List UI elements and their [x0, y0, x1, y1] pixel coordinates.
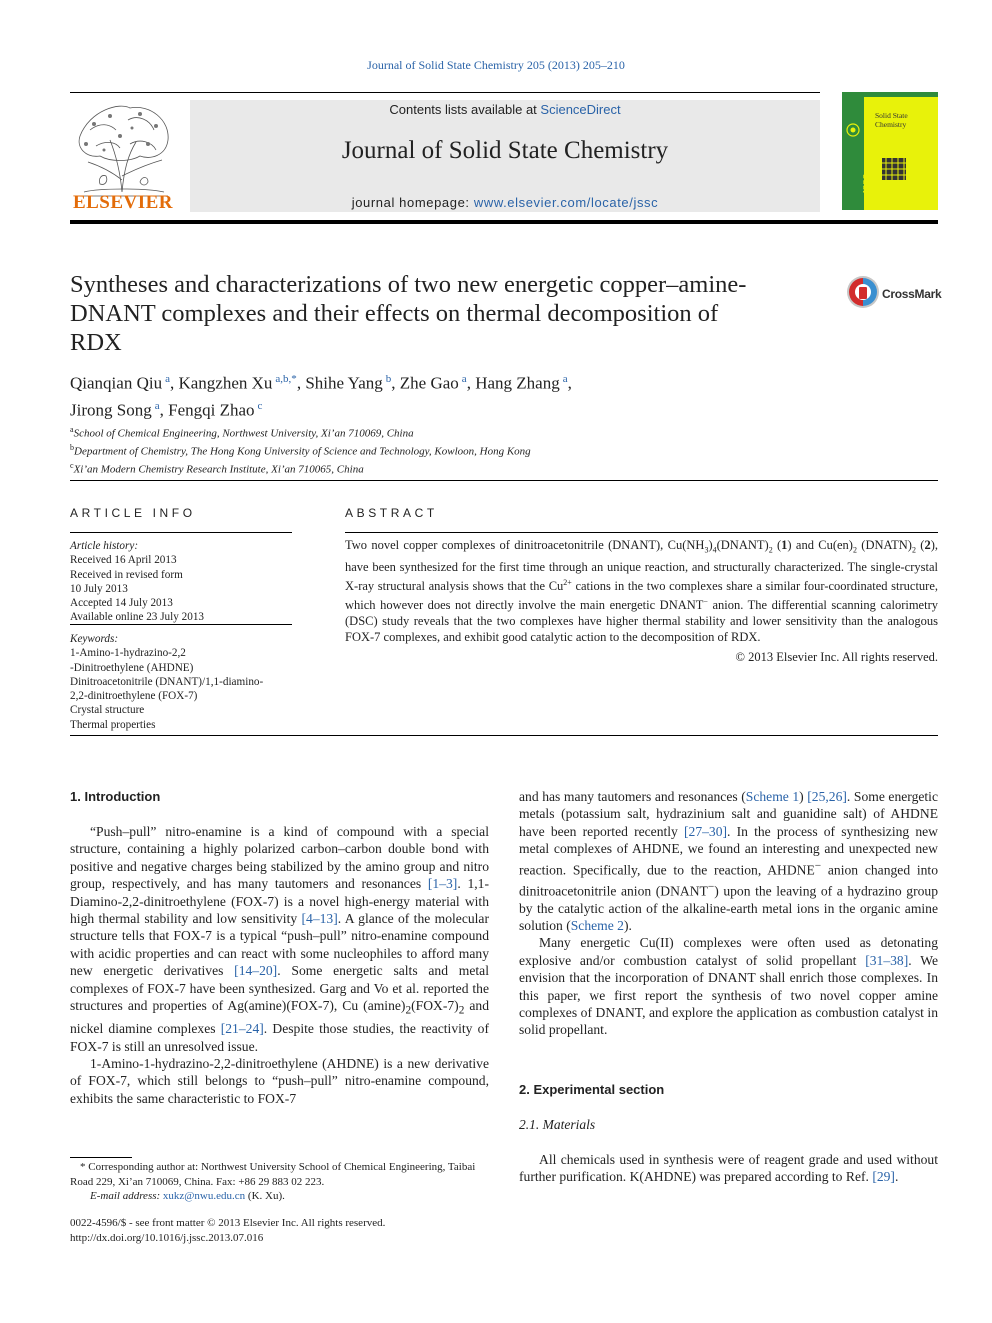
intro-paragraph-4: Many energetic Cu(II) complexes were often used as detonating explosive and/or combustion catalyst of solid propellant [31–38]. We envision that the incorporation of DNANT shall enrich those complexes. In this paper, we first report the synthesis of two novel copper amine complexes of DNANT, and explore the application as combustion catalyst in solid propellant.	[519, 935, 938, 1038]
author-affiliation-mark[interactable]: b	[385, 373, 392, 385]
elsevier-wordmark[interactable]: ELSEVIER	[72, 192, 174, 213]
info-rule-1	[70, 532, 292, 533]
email-label: E-mail address:	[90, 1190, 163, 1202]
affiliation-item: $^c$Xi’an Modern Chemistry Research Institute, Xi’an 710065, China	[70, 460, 364, 476]
author-name[interactable]: Shihe Yang	[305, 373, 383, 393]
history-item: 10 July 2013	[70, 582, 128, 595]
author-name[interactable]: Zhe Gao	[399, 373, 459, 393]
ref-link[interactable]: [25,26]	[807, 789, 847, 804]
intro-heading: 1. Introduction	[70, 789, 161, 804]
intro-paragraph-2: 1-Amino-1-hydrazino-2,2-dinitroethylene (AHDNE) is a new derivative of FOX-7, which still belongs to “push–pull” nitro-enamine compound, exhibits the same characteristic to FOX-7	[70, 1056, 489, 1106]
keywords	[70, 632, 292, 732]
keyword-item: Dinitroacetonitrile (DNANT)/1,1-diamino-	[70, 675, 264, 688]
scheme-1-link[interactable]: Scheme 1	[745, 789, 800, 804]
keyword-item: Thermal properties	[70, 718, 156, 731]
abstract-text: Two novel copper complexes of dinitroacetonitrile (DNANT), $Cu(NH_3)_4(DNANT)_2$ (1) and $Cu(en)_2$ $(DNATN)_2$ (2), have been synthesized for the first time through an unique reaction, and structurally characterized. The single-crystal X-ray structural analysis shows that the $Cu^{2+}$ cations in the two complexes share a similar four-coordinated structure, which however does not directly involve the main energetic DNANT− anion. The differential scanning calorimetry (DSC) study reveals that the two complexes have higher thermal stability and lower sensitivity than the analogous FOX-7 complexes, and exhibit good catalytic action to the decomposition of RDX.	[345, 538, 939, 645]
ref-link[interactable]: [21–24]	[220, 1021, 264, 1037]
info-rule-2	[70, 624, 292, 625]
ref-link[interactable]: [31–38]	[865, 952, 909, 968]
ref-link[interactable]: [4–13]	[301, 911, 338, 927]
intro-body	[70, 823, 489, 1107]
author-affiliation-mark[interactable]: a,b,*	[275, 373, 297, 385]
right-column-body	[519, 788, 938, 1039]
rule-above-info	[70, 480, 938, 481]
author-name[interactable]: Kangzhen Xu	[178, 373, 273, 393]
journal-citation[interactable]: Journal of Solid State Chemistry 205 (2013) 205–210	[367, 58, 625, 72]
author-line-1: Qianqian Qiu $^a$, Kangzhen Xu $^{a,b,*}$, Shihe Yang $^b$, Zhe Gao $^a$, Hang Zhang $^a$,	[70, 373, 572, 393]
header-rule-top	[70, 92, 820, 93]
front-matter	[70, 1216, 489, 1245]
ref-link[interactable]: [27–30]	[684, 823, 728, 839]
abstract-heading: ABSTRACT	[345, 506, 438, 520]
journal-homepage-line	[190, 195, 820, 210]
footnote: * Corresponding author at: Northwest University School of Chemical Engineering, Taibai Road 229, Xi’an 710069, China. Fax: +86 29 883 02 223. E-mail address: xukz@nwu.edu.cn (K. Xu).	[70, 1160, 489, 1204]
ref-link[interactable]: [14–20]	[234, 963, 278, 979]
crossmark-label[interactable]: CrossMark	[882, 287, 942, 301]
author-name[interactable]: Jirong Song	[70, 400, 152, 420]
affiliation-item: $^b$Department of Chemistry, The Hong Kong University of Science and Technology, Kowloon, Hong Kong	[70, 442, 531, 458]
author-affiliation-mark[interactable]: a	[154, 399, 160, 412]
experimental-heading: 2. Experimental section	[519, 1082, 665, 1097]
intro-paragraph-1: “Push–pull” nitro-enamine is a kind of compound with a special structure, containing a highly polarized carbon–carbon double bond with positive and negative charges being stabilized by the amino group and nitro group, respectively, and has many tautomers and resonances [1–3]. 1,1-Diamino-2,2-dinitroethylene (FOX-7) is a novel high-energy material with high thermal stability and low sensitivity [4–13]. A glance of the molecular structure tells that FOX-7 is a typical “push–pull” nitro-enamine compound with acidic properties and can react with some nucleophiles to afford many new energetic derivatives [14–20]. Some energetic salts and metal complexes of FOX-7 have been synthesized. Garg and Vo et al. reported the structures and properties of Ag(amine)(FOX-7), Cu $(amine)_2(FOX-7)_2$ and nickel diamine complexes [21–24]. Despite those studies, the reactivity of FOX-7 is still an unresolved issue.	[70, 824, 489, 1054]
email-link[interactable]: xukz@nwu.edu.cn	[162, 1190, 246, 1202]
author-name[interactable]: Hang Zhang	[475, 373, 560, 393]
author-affiliation-mark[interactable]: a	[165, 373, 170, 385]
history-item: Accepted 14 July 2013	[70, 597, 173, 610]
journal-title: Journal of Solid State Chemistry	[341, 137, 669, 164]
author-name[interactable]: Qianqian Qiu	[70, 373, 163, 393]
intro-paragraph-3: and has many tautomers and resonances (Scheme 1) [25,26]. Some energetic metals (potassium salt, hydrazinium salt and guanidine salt) of AHDNE have been reported recently [27–30]. In the process of synthesizing new metal complexes of AHDNE, we found an interesting and unexpected new reaction. Specifically, due to the reaction, AHDNE− anion changed into dinitroacetonitrile anion (DNANT−) upon the leaving of a hydrazino group by the catalytic action of the alkaline-earth metal ions in the organic amine solution (Scheme 2).	[519, 789, 938, 933]
contents-line	[190, 102, 820, 117]
keyword-item: 1-Amino-1-hydrazino-2,2	[70, 647, 186, 660]
abstract-copyright: © 2013 Elsevier Inc. All rights reserved.	[735, 650, 938, 664]
scheme-2-link[interactable]: Scheme 2	[570, 917, 624, 933]
issn-line: 0022-4596/$ - see front matter © 2013 Elsevier Inc. All rights reserved.	[70, 1217, 386, 1229]
keyword-item: -Dinitroethylene (AHDNE)	[70, 661, 194, 674]
history-label: Article history:	[70, 540, 139, 552]
homepage-link[interactable]: www.elsevier.com/locate/jssc	[473, 195, 659, 210]
ref-link[interactable]: [1–3]	[427, 876, 458, 892]
history-item: Available online 23 July 2013	[70, 611, 205, 624]
journal-cover-thumbnail[interactable]	[842, 92, 938, 210]
author-list	[70, 368, 770, 421]
sciencedirect-link[interactable]: ScienceDirect	[540, 102, 621, 117]
history-item: Received 16 April 2013	[70, 554, 177, 567]
author-affiliation-mark[interactable]: a	[461, 373, 467, 385]
author-affiliation-mark[interactable]: a	[562, 373, 568, 385]
materials-body	[519, 1151, 938, 1186]
keyword-item: 2,2-dinitroethylene (FOX-7)	[70, 690, 198, 703]
materials-heading: 2.1. Materials	[519, 1117, 596, 1132]
cover-side-text: JSSC	[862, 173, 871, 195]
article-title: Syntheses and characterizations of two new energetic copper–amine-DNANT complexes and their effects on thermal decomposition of RDX	[70, 271, 747, 356]
history-item: Received in revised form	[70, 568, 183, 581]
cover-title-line2: Chemistry	[875, 120, 907, 129]
rule-below-abstract	[70, 735, 938, 736]
article-history	[70, 539, 292, 625]
author-line-2: Jirong Song $^a$, Fengqi Zhao $^c$	[70, 399, 263, 420]
keyword-item: Crystal structure	[70, 704, 145, 717]
homepage-prefix: journal homepage:	[351, 195, 474, 210]
doi-line[interactable]: http://dx.doi.org/10.1016/j.jssc.2013.07.016	[70, 1231, 264, 1244]
footnote-rule	[70, 1157, 132, 1158]
crossmark-icon[interactable]	[845, 274, 885, 310]
abstract-rule	[345, 532, 938, 533]
author-name[interactable]: Fengqi Zhao	[168, 400, 255, 420]
article-info-heading: ARTICLE INFO	[70, 506, 196, 520]
materials-paragraph: All chemicals used in synthesis were of reagent grade and used without further purification. K(AHDNE) was prepared according to Ref. [29].	[519, 1152, 938, 1185]
corresponding-author-note: * Corresponding author at: Northwest University School of Chemical Engineering, Taibai Road 229, Xi’an 710069, China. Fax: +86 29 883 02 223.	[70, 1161, 476, 1188]
affiliation-item: $^a$School of Chemical Engineering, Northwest University, Xi’an 710069, China	[70, 425, 414, 440]
ref-link[interactable]: [29]	[872, 1169, 895, 1185]
keywords-label: Keywords:	[70, 633, 119, 645]
header-rule-thick	[70, 220, 938, 224]
contents-prefix: Contents lists available at	[389, 102, 541, 117]
affiliations	[70, 423, 770, 477]
author-affiliation-mark[interactable]: c	[257, 399, 263, 412]
cover-title-line1: Solid State	[875, 111, 908, 120]
